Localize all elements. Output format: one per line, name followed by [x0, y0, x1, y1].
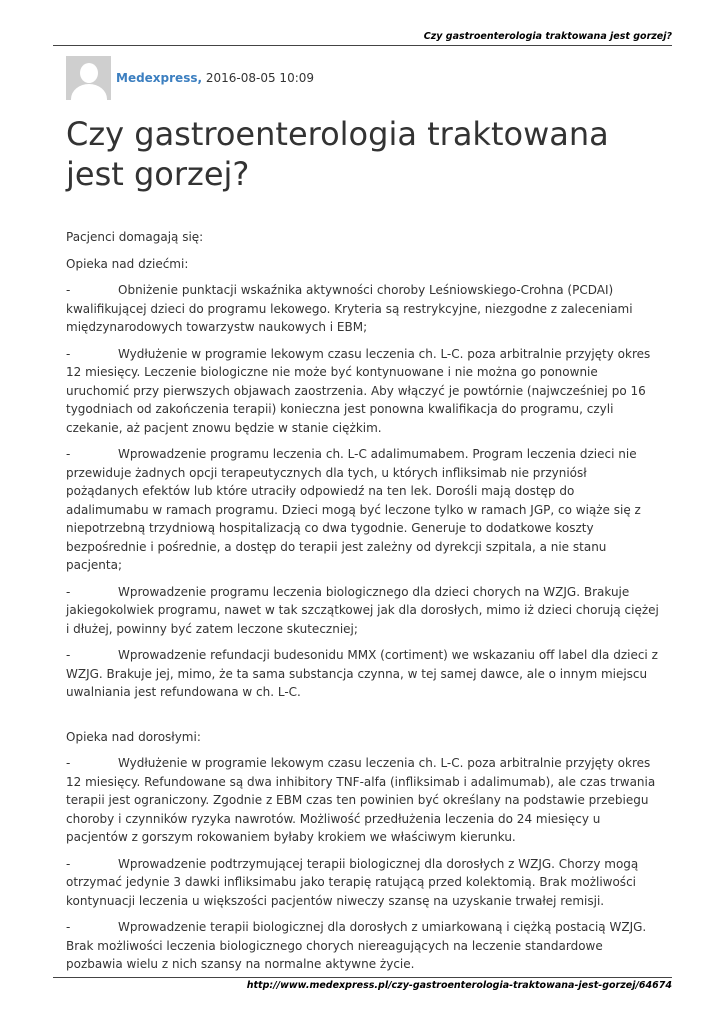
author-link[interactable]: Medexpress, — [116, 71, 203, 85]
post-date: 2016-08-05 10:09 — [205, 71, 315, 85]
children-heading: Opieka nad dziećmi: — [66, 256, 189, 271]
section-spacer — [66, 710, 660, 728]
header-divider — [53, 45, 672, 46]
list-item-text: Wprowadzenie programu leczenia biologicznego dla dzieci chorych na WZJG. Brakuje jakiegokolwiek programu, nawet w tak szczątkowej jak dla dorosłych, mimo iż dzieci chorują ciężej i dłużej, powinny być zatem leczone skuteczniej; — [66, 584, 659, 636]
footer-divider — [53, 977, 672, 978]
list-item-text: Wydłużenie w programie lekowym czasu leczenia ch. L-C. poza arbitralnie przyjęty okres 12 miesięcy. Leczenie biologiczne nie może być kontynuowane i nie można go ponownie uruchomić przy pierwszych objawach zaostrzenia. Aby włączyć je powtórnie (najwcześniej po 16 tygodniach od zakończenia terapii) konieczna jest ponowna kwalifikacja do programu, czyli czekanie, aż pacjent znowu będzie w stanie ciężkim. — [66, 346, 651, 435]
running-header-title: Czy gastroenterologia traktowana jest gorzej? — [423, 31, 672, 42]
list-item — [66, 646, 660, 702]
article-title: Czy gastroenterologia traktowana jest gorzej? — [66, 115, 609, 193]
list-dash: - — [66, 447, 71, 461]
list-item — [66, 583, 660, 639]
list-dash: - — [66, 856, 71, 871]
list-dash: - — [66, 283, 71, 297]
avatar — [66, 56, 111, 100]
post-meta — [116, 71, 314, 85]
list-item — [66, 445, 660, 575]
list-item-text: Wprowadzenie terapii biologicznej dla dorosłych z umiarkowaną i ciężką postacią WZJG. Brak możliwości leczenia biologicznego chorych niereagujących na leczenie standardowe pozbawia wielu z nich szansy na normalne aktywne życie. — [66, 920, 647, 971]
list-dash: - — [66, 920, 71, 934]
list-item — [66, 345, 660, 438]
list-dash: - — [66, 346, 71, 361]
adults-heading: Opieka nad dorosłymi: — [66, 729, 201, 744]
list-item — [66, 918, 660, 974]
list-dash: - — [66, 584, 71, 599]
list-item-text: Wprowadzenie podtrzymującej terapii biologicznej dla dorosłych z WZJG. Chorzy mogą otrzymać jedynie 3 dawki infliksimabu jako terapię ratującą przed kolektomią. Brak możliwości kontynuacji leczenia u większości pacjentów niweczy szansę na uzyskanie trwałej remisji. — [66, 856, 639, 908]
list-item — [66, 281, 660, 337]
list-item-text: Obniżenie punktacji wskaźnika aktywności choroby Leśniowskiego-Crohna (PCDAI) kwalifikującej dzieci do programu lekowego. Kryteria są restrykcyjne, niezgodne z zaleceniami międzynarodowych towarzystw naukowych i EBM; — [66, 283, 633, 334]
avatar-shoulders-shape — [71, 84, 107, 100]
article-body — [66, 228, 660, 982]
footer-source-link[interactable]: http://www.medexpress.pl/czy-gastroenterologia-traktowana-jest-gorzej/64674 — [246, 980, 672, 991]
list-item-text: Wydłużenie w programie lekowym czasu leczenia ch. L-C. poza arbitralnie przyjęty okres 12 miesięcy. Refundowane są dwa inhibitory TNF-alfa (infliksimab i adalimumab), ale czas trwania terapii jest ograniczony. Zgodnie z EBM czas ten powinien być określany na podstawie przebiegu choroby i czynników ryzyka nawrotów. Możliwość przedłużenia leczenia do 24 miesięcy u pacjentów z gorszym rokowaniem byłaby krokiem we właściwym kierunku. — [66, 756, 656, 844]
avatar-head-shape — [80, 63, 98, 83]
list-dash: - — [66, 648, 71, 662]
list-item — [66, 855, 660, 911]
intro-paragraph: Pacjenci domagają się: — [66, 230, 204, 244]
author-block — [66, 56, 314, 100]
list-item-text: Wprowadzenie refundacji budesonidu MMX (cortiment) we wskazaniu off label dla dzieci z WZJG. Brakuje jej, mimo, że ta sama substancja czynna, w tej samej dawce, ale o innym miejscu uwalniania jest refundowana w ch. L-C. — [66, 648, 658, 699]
list-dash: - — [66, 756, 71, 770]
list-item — [66, 754, 660, 847]
list-item-text: Wprowadzenie programu leczenia ch. L-C adalimumabem. Program leczenia dzieci nie przewiduje żadnych opcji terapeutycznych dla tych, u których infliksimab nie przyniósł pożądanych efektów lub które utraciły odpowiedź na ten lek. Dorośli mają dostęp do adalimumabu w ramach programu. Dzieci mogą być leczone tylko w ramach JGP, co wiąże się z niepotrzebną trzydniową hospitalizacją co dwa tygodnie. Generuje to dodatkowe koszty bezpośrednie i pośrednie, a dostęp do terapii jest zależny od dyrekcji szpitala, a nie stanu pacjenta; — [66, 447, 641, 572]
